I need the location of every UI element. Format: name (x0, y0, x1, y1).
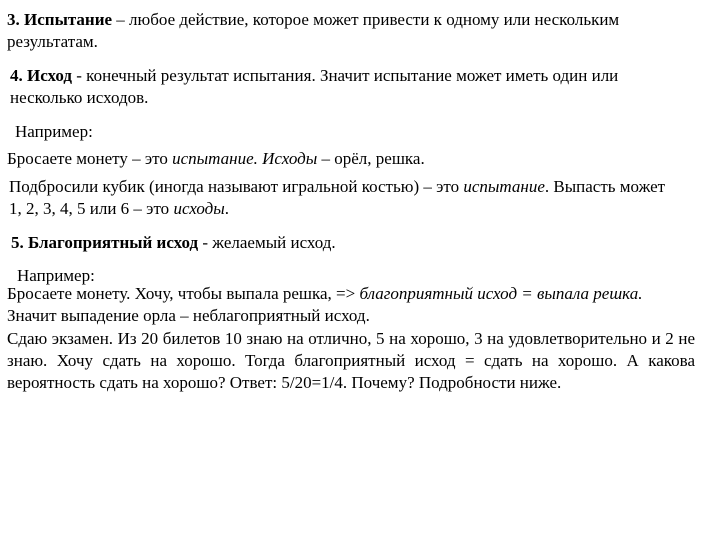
example-heading-2: Например: (17, 266, 95, 285)
definition-outcome-line1 (10, 65, 618, 87)
term-trial: 3. Испытание (7, 10, 113, 29)
example-dice-line1 (9, 176, 665, 198)
example-dice-line2 (9, 198, 665, 220)
definition-favorable (11, 232, 336, 254)
example-heading-1: Например: (15, 122, 93, 141)
example-dice-outcomes: исходы (173, 199, 225, 218)
example-coin (7, 148, 425, 170)
example-coin-favorable-line1 (7, 283, 642, 305)
definition-trial (7, 9, 619, 53)
definition-trial-text: – любое действие, которое может привести к одному или нескольким (112, 10, 620, 29)
term-favorable: 5. Благоприятный исход (11, 233, 199, 252)
example-dice-part2: . Выпасть может (544, 177, 666, 196)
definition-outcome-text: - конечный результат испытания. Значит испытание может иметь один или (72, 66, 619, 85)
example-coin-favorable-line2: Значит выпадение орла – неблагоприятный исход. (7, 306, 370, 325)
example-exam: Сдаю экзамен. Из 20 билетов 10 знаю на отлично, 5 на хорошо, 3 на удовлетворительно и 2 не знаю. Хочу сдать на хорошо. Тогда благоприятный исход = сдать на хорошо. А какова вероятность сдать на хорошо? Ответ: 5/20=1/4. Почему? Подробности ниже. (7, 329, 695, 392)
example-coin-favorable-italic: благоприятный исход = выпала решка. (359, 284, 643, 303)
definition-trial-line2: результатам. (7, 32, 98, 51)
example-coin-trial: испытание. Исходы (172, 149, 318, 168)
example-coin-part2: – орёл, решка. (317, 149, 425, 168)
example-dice (9, 176, 665, 220)
term-outcome: 4. Исход (10, 66, 73, 85)
example-dice-line2-part2: . (224, 199, 230, 218)
example-dice-line2-part1: 1, 2, 3, 4, 5 или 6 – это (9, 199, 174, 218)
definition-favorable-text: - желаемый исход. (198, 233, 336, 252)
definition-trial-line1 (7, 9, 619, 31)
example-coin-favorable-part1: Бросаете монету. Хочу, чтобы выпала решка, => (7, 284, 360, 303)
example-coin-part1: Бросаете монету – это (7, 149, 173, 168)
definition-outcome (10, 65, 618, 109)
definition-outcome-line2: несколько исходов. (10, 88, 149, 107)
example-dice-trial: испытание (463, 177, 545, 196)
example-coin-favorable (7, 283, 642, 327)
example-dice-part1: Подбросили кубик (иногда называют игральной костью) – это (9, 177, 464, 196)
